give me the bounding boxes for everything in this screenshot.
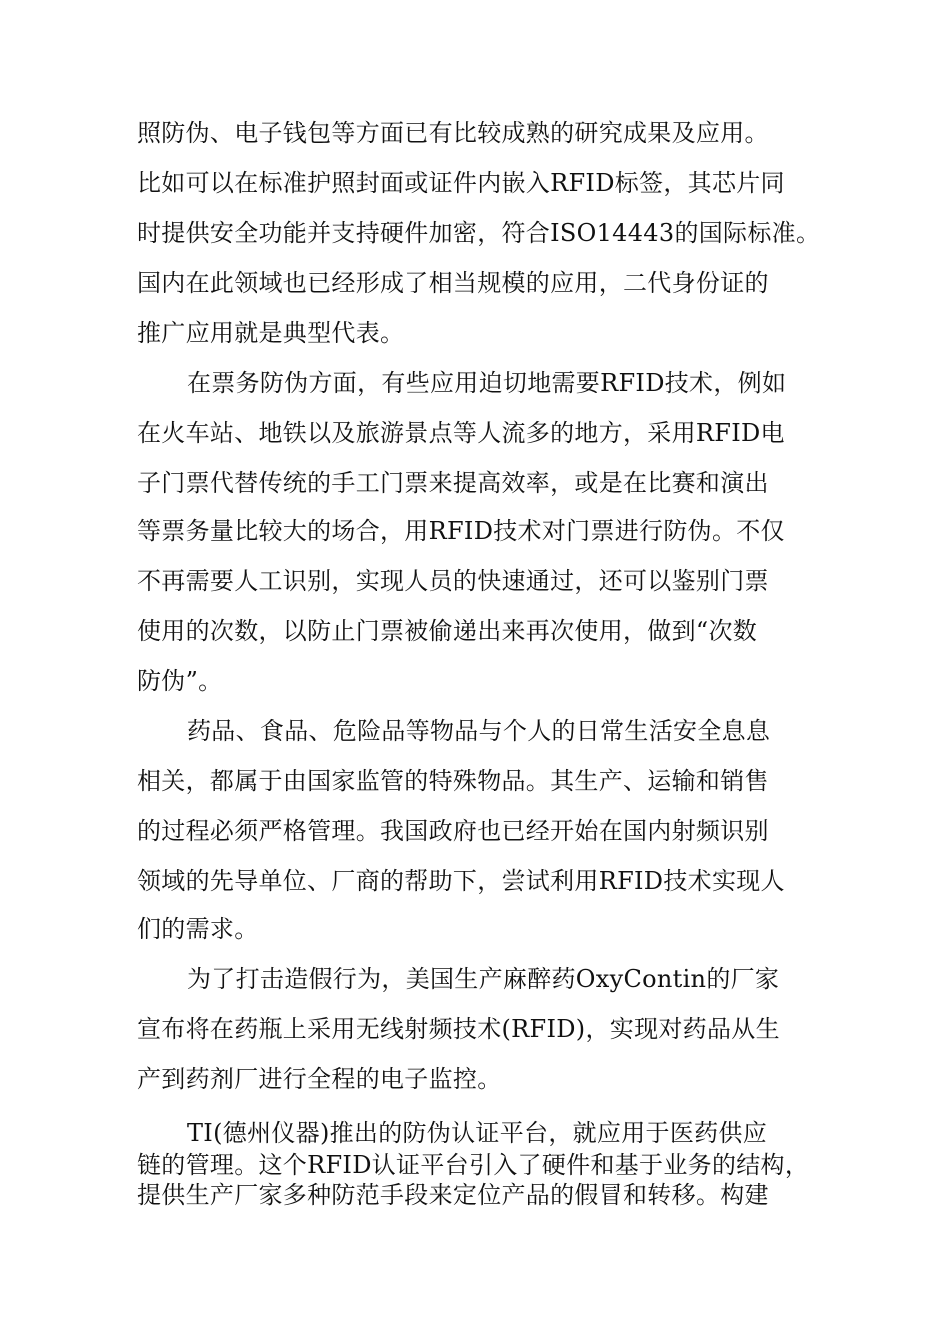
text-line: 在火车站、地铁以及旅游景点等人流多的地方，采用RFID电 [137, 419, 785, 447]
text-line: 子门票代替传统的手工门票来提高效率，或是在比赛和演出 [137, 469, 769, 497]
text-line: 链的管理。这个RFID认证平台引入了硬件和基于业务的结构， [137, 1151, 810, 1179]
text-line: 为了打击造假行为，美国生产麻醉药OxyContin的厂家 [187, 965, 780, 993]
text-line: 照防伪、电子钱包等方面已有比较成熟的研究成果及应用。 [137, 119, 769, 147]
text-line: 防伪”。 [137, 667, 223, 695]
text-line: 使用的次数，以防止门票被偷递出来再次使用，做到“次数 [137, 617, 758, 645]
text-line: 比如可以在标准护照封面或证件内嵌入RFID标签，其芯片同 [137, 169, 785, 197]
text-line: 在票务防伪方面，有些应用迫切地需要RFID技术，例如 [187, 369, 787, 397]
text-line: 时提供安全功能并支持硬件加密，符合ISO14443的国际标准。 [137, 219, 821, 247]
text-line: 们的需求。 [137, 915, 259, 943]
text-line: 药品、食品、危险品等物品与个人的日常生活安全息息 [187, 717, 771, 745]
text-line: 国内在此领域也已经形成了相当规模的应用，二代身份证的 [137, 269, 769, 297]
text-line: 等票务量比较大的场合，用RFID技术对门票进行防伪。不仅 [137, 517, 785, 545]
text-line: 产到药剂厂进行全程的电子监控。 [137, 1065, 502, 1093]
text-line: 宣布将在药瓶上采用无线射频技术(RFID)，实现对药品从生 [137, 1015, 780, 1043]
text-line: 领域的先导单位、厂商的帮助下，尝试利用RFID技术实现人 [137, 867, 785, 895]
text-line: TI(德州仪器)推出的防伪认证平台，就应用于医药供应 [187, 1119, 768, 1147]
text-line: 提供生产厂家多种防范手段来定位产品的假冒和转移。构建 [137, 1181, 769, 1209]
text-line: 不再需要人工识别，实现人员的快速通过，还可以鉴别门票 [137, 567, 769, 595]
text-line: 相关，都属于由国家监管的特殊物品。其生产、运输和销售 [137, 767, 769, 795]
text-line: 推广应用就是典型代表。 [137, 319, 405, 347]
text-line: 的过程必须严格管理。我国政府也已经开始在国内射频识别 [137, 817, 769, 845]
